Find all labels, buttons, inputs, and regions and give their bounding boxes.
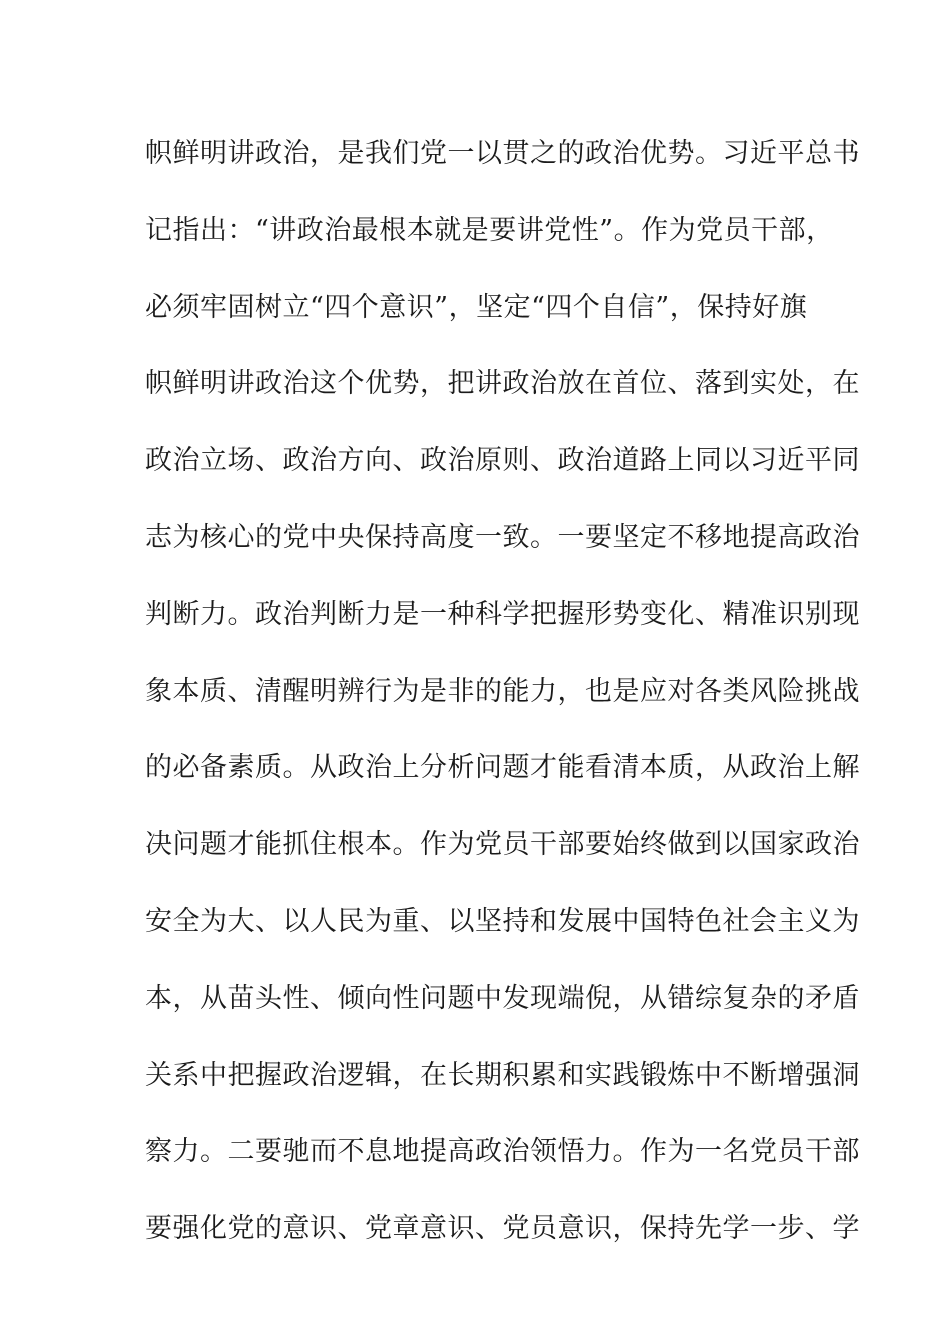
text-line: 察力。二要驰而不息地提高政治领悟力。作为一名党员干部	[145, 1136, 860, 1168]
text-line: 帜鲜明讲政治，是我们党一以贯之的政治优势。习近平总书	[145, 138, 860, 169]
text-line: 志为核心的党中央保持高度一致。一要坚定不移地提高政治	[145, 521, 860, 553]
text-line: 关系中把握政治逻辑，在长期积累和实践锻炼中不断增强洞	[145, 1059, 860, 1091]
text-line: 安全为大、以人民为重、以坚持和发展中国特色社会主义为	[145, 905, 860, 937]
text-line: 政治立场、政治方向、政治原则、政治道路上同以习近平同	[145, 445, 860, 477]
text-line: 决问题才能抓住根本。作为党员干部要始终做到以国家政治	[145, 829, 860, 861]
text-line: 判断力。政治判断力是一种科学把握形势变化、精准识别现	[145, 598, 860, 630]
text-line: 必须牢固树立“四个意识”，坚定“四个自信”，保持好旗	[145, 291, 808, 323]
text-line: 要强化党的意识、党章意识、党员意识，保持先学一步、学	[145, 1213, 860, 1245]
text-line: 本，从苗头性、倾向性问题中发现端倪，从错综复杂的矛盾	[145, 982, 860, 1014]
text-line: 帜鲜明讲政治这个优势，把讲政治放在首位、落到实处，在	[145, 368, 860, 400]
text-line: 象本质、清醒明辨行为是非的能力，也是应对各类风险挑战	[145, 675, 860, 707]
text-line: 的必备素质。从政治上分析问题才能看清本质，从政治上解	[145, 752, 860, 784]
body-paragraph	[145, 130, 860, 1282]
text-line: 记指出：“讲政治最根本就是要讲党性”。作为党员干部，	[145, 214, 834, 246]
